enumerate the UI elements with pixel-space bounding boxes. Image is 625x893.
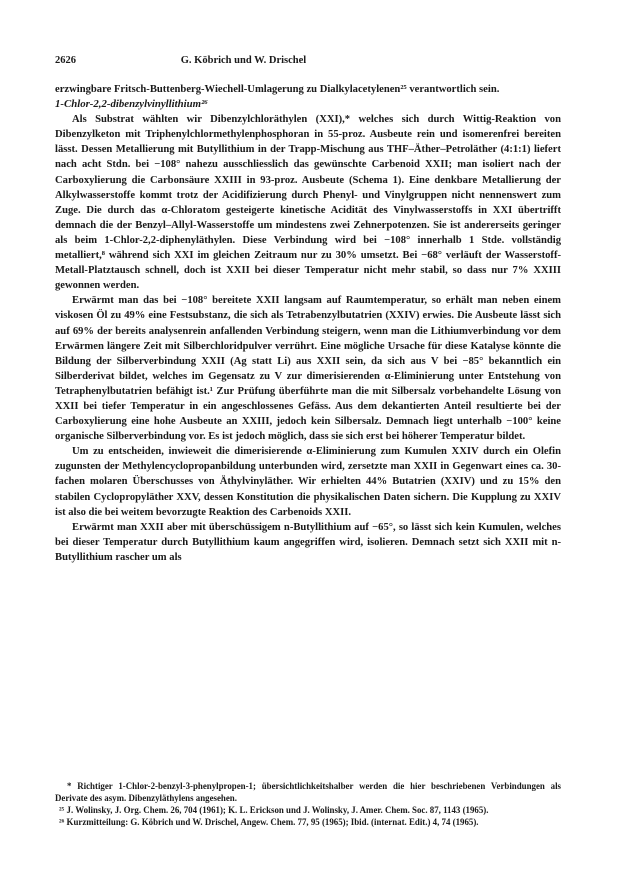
paragraph-3: Um zu entscheiden, inwieweit die dimerisierende α-Eliminierung zum Kumulen XXIV durch ein Olefin zugunsten der Methylencyclopropanbildung unterbunden wird, zersetzte man XXII in Gegenwart eines ca. 30-fachen molaren Überschusses von Äthylvinyläther. Wir erhielten 44% Butatrien (XXIV) und zu 15% den stabilen Cyclopropyläther XXV, dessen Konstitution die physikalischen Daten sichern. Die Kupplung zu XXIV ist also die bei weitem bevorzugte Reaktion des Carbenoids XXII. — [55, 446, 561, 518]
section-heading: 1-Chlor-2,2-dibenzylvinyllithium²⁶ — [55, 98, 209, 111]
page-number: 2626 — [55, 55, 76, 66]
continuation-paragraph: erzwingbare Fritsch-Buttenberg-Wiechell-Umlagerung zu Dialkylacetylenen²⁵ verantwortlich sein. — [55, 84, 500, 95]
article-body — [55, 82, 561, 565]
footnote-star: * Richtiger 1-Chlor-2-benzyl-3-phenylpropen-1; übersichtlichkeitshalber werden die hier beschriebenen Verbindungen als Derivate des asym. Dibenzyläthylens angesehen. — [55, 781, 561, 803]
paragraph-2: Erwärmt man das bei −108° bereitete XXII langsam auf Raumtemperatur, so erhält man neben einem viskosen Öl zu 49% eine Festsubstanz, die sich als Tetrabenzylbutatrien (XXIV) erwies. Die Ausbeute lässt sich auf 69% der bereits analysenrein anfallenden Verbindung steigern, wenn man die Lithiumverbindung vor dem Erwärmen längere Zeit mit Silberchloridpulver verrührt. Eine mögliche Ursache für diese Katalyse könnte die Bildung der Silberverbindung XXII (Ag statt Li) aus XXII sein, da sich aus V bei −85° bekanntlich ein Silberderivat bildet, welches im Gegensatz zu V zur dimerisierenden α-Eliminierung unter Entstehung von Tetraphenylbutatrien befähigt ist.¹ Zur Prüfung überführte man die mit Silbersalz vorbehandelte Lösung von XXII bei tiefer Temperatur in ein angeschlossenes Gefäss. Aus dem dekantierten Anteil resultierte bei der Carboxylierung eine hohe Ausbeute an XXIII, jedoch kein Silbersalz. Demnach liegt unterhalb −100° keine organische Silberverbindung vor. Es ist jedoch möglich, dass sie sich erst bei höherer Temperatur bildet. — [55, 295, 561, 443]
footnote-25: ²⁵ J. Wolinsky, J. Org. Chem. 26, 704 (1961); K. L. Erickson und J. Wolinsky, J. Amer. Chem. Soc. 87, 1143 (1965). — [59, 805, 489, 815]
footnote-26: ²⁶ Kurzmitteilung: G. Köbrich und W. Drischel, Angew. Chem. 77, 95 (1965); Ibid. (internat. Edit.) 4, 74 (1965). — [59, 817, 479, 827]
page-header — [55, 55, 561, 66]
running-head-authors: G. Köbrich und W. Drischel — [180, 55, 307, 66]
footnotes — [55, 780, 561, 828]
paragraph-4: Erwärmt man XXII aber mit überschüssigem n-Butyllithium auf −65°, so lässt sich kein Kumulen, welches bei dieser Temperatur durch Butyllithium kaum angegriffen wird, isolieren. Demnach setzt sich XXII mit n-Butyllithium rascher um als — [55, 521, 561, 563]
paragraph-1: Als Substrat wählten wir Dibenzylchloräthylen (XXI),* welches sich durch Wittig-Reaktion von Dibenzylketon mit Triphenylchlormethylenphosphoran in 55-proz. Ausbeute rein und isomerenfrei bereiten lässt. Dessen Metallierung mit Butyllithium in der Trapp-Mischung aus THF–Äther–Petroläther (4:1:1) liefert nach acht Stdn. bei −108° nahezu ausschliesslich das gewünschte Carbenoid XXII; man isoliert nach der Carboxylierung die Carbonsäure XXIII in 93-proz. Ausbeute (Schema 1). Eine denkbare Metallierung der Alkylwasserstoffe kommt trotz der Acidifizierung durch Phenyl- und Vinylgruppen nicht nennenswert zum Zuge. Die durch das α-Chloratom gesteigerte kinetische Acidität des Vinylwasserstoffs in XXI übertrifft demnach die der Benzyl–Allyl-Wasserstoffe um mindestens zwei Zehnerpotenzen. Sie ist andererseits geringer als beim 1-Chlor-2,2-diphenyläthylen. Diese Verbindung wird bei −108° innerhalb 1 Stde. vollständig metalliert,⁸ während sich XXI im gleichen Zeitraum nur zu 30% umsetzt. Bei −68° verläuft der Wasserstoff-Metall-Platztausch schnell, doch ist XXII bei dieser Temperatur nicht mehr stabil, so dass nur 7% XXIII gewonnen werden. — [55, 114, 561, 292]
